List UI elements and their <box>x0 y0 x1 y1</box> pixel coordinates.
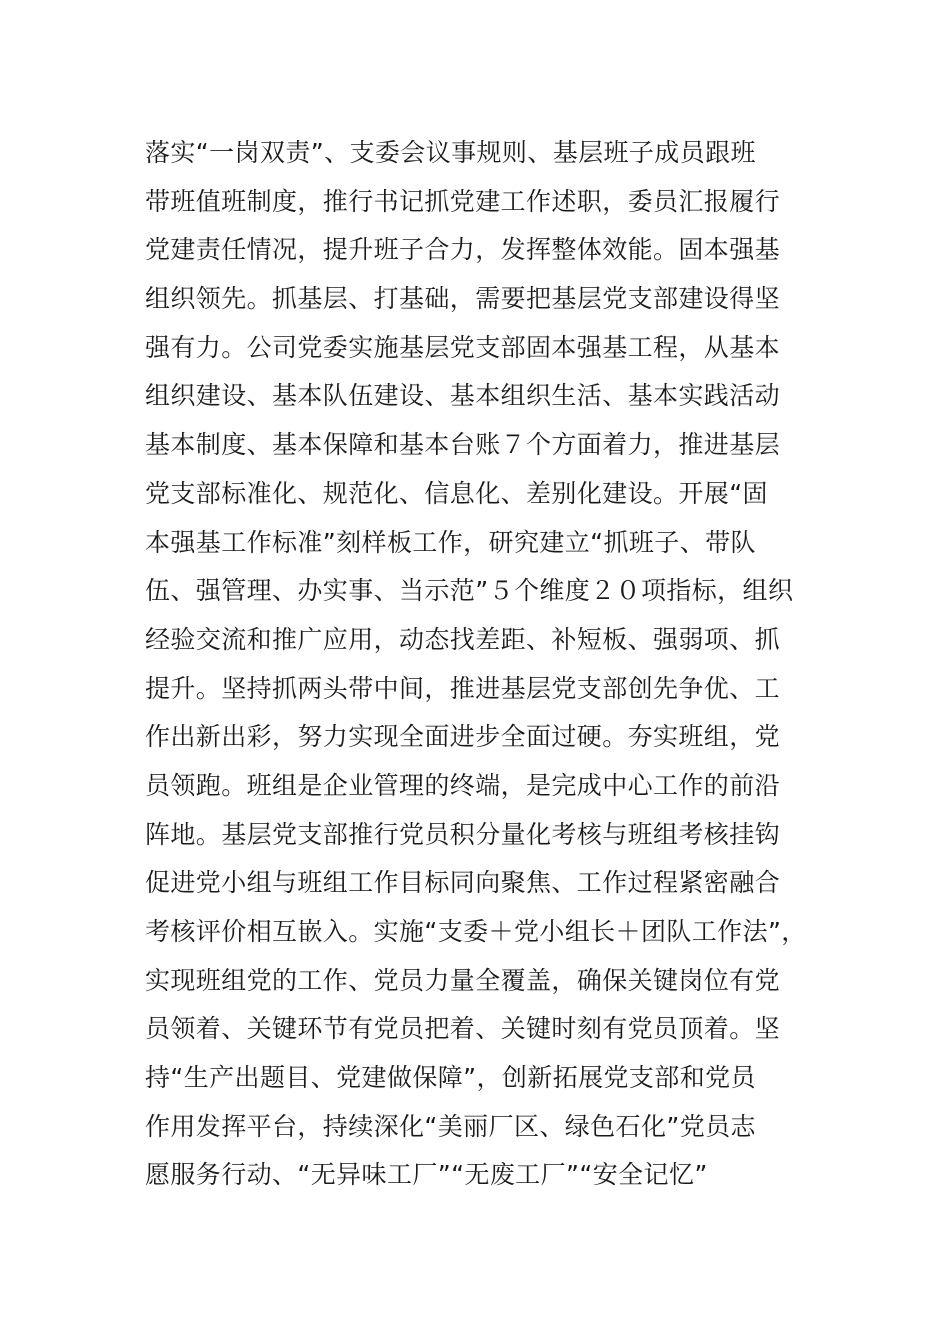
body-text <box>145 129 845 1200</box>
text-line: 党支部标准化、规范化、信息化、差别化建设。开展“固 <box>145 478 768 508</box>
text-line: 持“生产出题目、党建做保障”，创新拓展党支部和党员 <box>145 1063 756 1093</box>
text-line: 带班值班制度，推行书记抓党建工作述职，委员汇报履行 <box>145 186 781 216</box>
text-line: 提升。坚持抓两头带中间，推进基层党支部创先争优、工 <box>145 673 781 703</box>
text-line: 员领着、关键环节有党员把着、关键时刻有党员顶着。坚 <box>145 1014 781 1044</box>
text-line: 党建责任情况，提升班子合力，发挥整体效能。固本强基 <box>145 235 781 265</box>
text-line: 落实“一岗双责”、支委会议事规则、基层班子成员跟班 <box>145 138 756 167</box>
text-line: 本强基工作标准”刻样板工作，研究建立“抓班子、带队 <box>145 527 756 557</box>
text-line: 促进党小组与班组工作目标同向聚焦、工作过程紧密融合 <box>145 868 781 898</box>
text-line: 考核评价相互嵌入。实施“支委＋党小组长＋团队工作法”， <box>145 917 807 946</box>
text-line: 组织建设、基本队伍建设、基本组织生活、基本实践活动 <box>145 381 781 411</box>
text-line: 员领跑。班组是企业管理的终端，是完成中心工作的前沿 <box>145 770 781 800</box>
text-line: 作出新出彩，努力实现全面进步全面过硬。夯实班组，党 <box>145 722 781 752</box>
text-line: 经验交流和推广应用，动态找差距、补短板、强弱项、抓 <box>145 624 781 654</box>
text-line: 作用发挥平台，持续深化“美丽厂区、绿色石化”党员志 <box>145 1111 756 1141</box>
text-line: 阵地。基层党支部推行党员积分量化考核与班组考核挂钩 <box>145 819 781 849</box>
text-line: 基本制度、基本保障和基本台账７个方面着力，推进基层 <box>145 430 781 460</box>
text-line: 伍、强管理、办实事、当示范”５个维度２０项指标，组织 <box>145 576 794 606</box>
text-line: 实现班组党的工作、党员力量全覆盖，确保关键岗位有党 <box>145 965 781 995</box>
text-line: 愿服务行动、“无异味工厂”“无废工厂”“安全记忆” <box>145 1160 708 1190</box>
text-line: 强有力。公司党委实施基层党支部固本强基工程，从基本 <box>145 332 781 362</box>
text-line: 组织领先。抓基层、打基础，需要把基层党支部建设得坚 <box>145 284 781 314</box>
